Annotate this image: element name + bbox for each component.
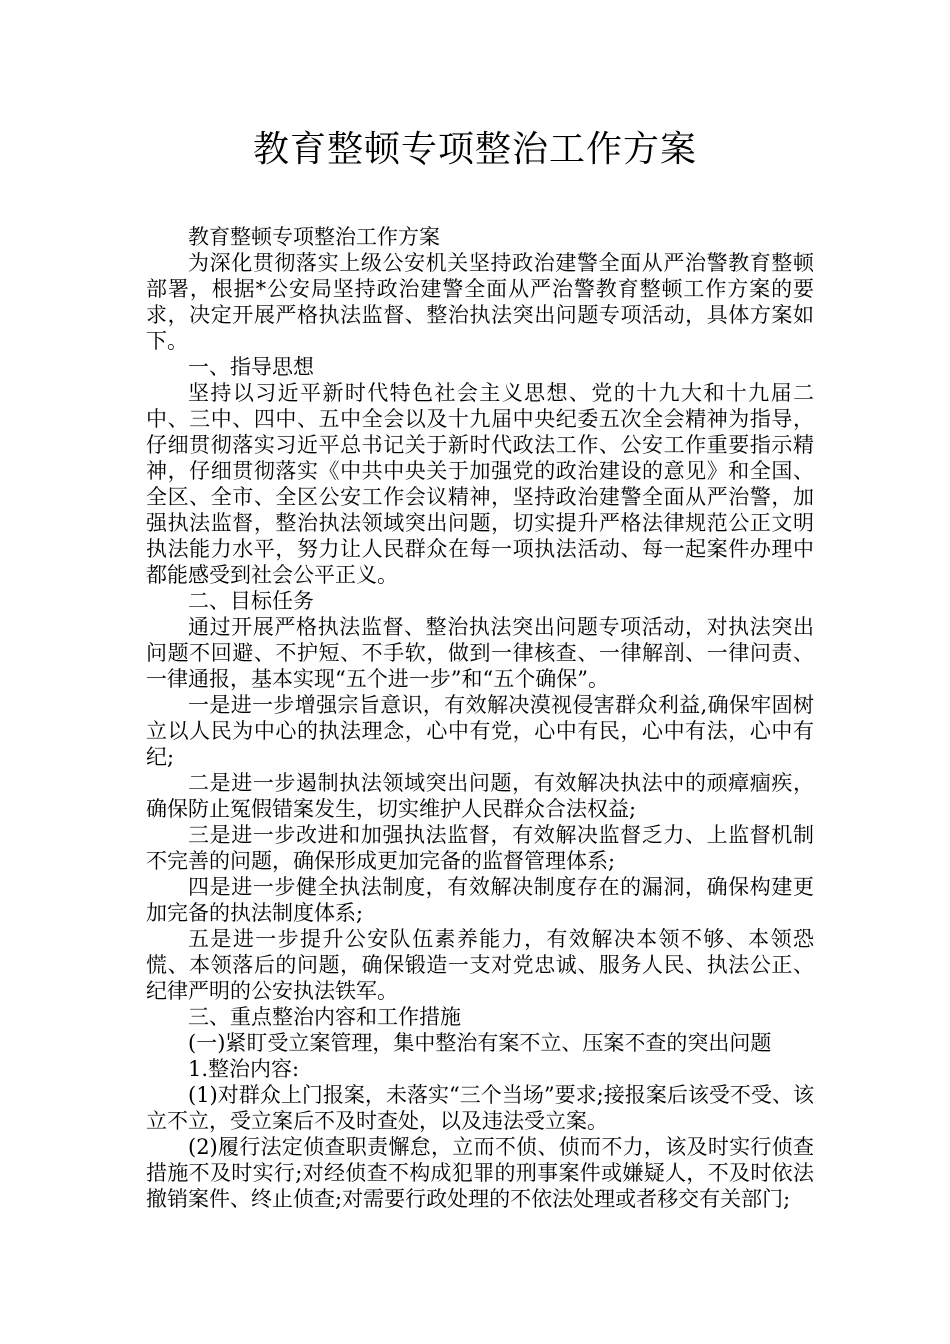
item-heading-content: 1.整治内容:: [188, 1057, 300, 1081]
paragraph-goal-2: 二是进一步遏制执法领域突出问题，有效解决执法中的顽瘴痼疾，确保防止冤假错案发生，切实维护人民群众合法权益;: [146, 771, 814, 821]
section-heading-guiding-ideology: 一、指导思想: [188, 355, 314, 379]
section-heading-goals: 二、目标任务: [188, 589, 314, 613]
paragraph-goals: 通过开展严格执法监督、整治执法突出问题专项活动，对执法突出问题不回避、不护短、不手软，做到一律核查、一律解剖、一律问责、一律通报，基本实现“五个进一步”和“五个确保”。: [146, 615, 814, 691]
paragraph-goal-3: 三是进一步改进和加强执法监督，有效解决监督乏力、上监督机制不完善的问题，确保形成更加完备的监督管理体系;: [146, 823, 814, 873]
list-item-2: (2)履行法定侦查职责懈怠，立而不侦、侦而不力，该及时实行侦查措施不及时实行;对经侦查不构成犯罪的刑事案件或嫌疑人，不及时依法撤销案件、终止侦查;对需要行政处理的不依法处理或者移交有关部门;: [146, 1135, 814, 1211]
paragraph-guiding-ideology: 坚持以习近平新时代特色社会主义思想、党的十九大和十九届二中、三中、四中、五中全会以及十九届中央纪委五次全会精神为指导，仔细贯彻落实习近平总书记关于新时代政法工作、公安工作重要指示精神，仔细贯彻落实《中共中央关于加强党的政治建设的意见》和全国、全区、全市、全区公安工作会议精神，坚持政治建警全面从严治警，加强执法监督，整治执法领域突出问题，切实提升严格法律规范公正文明执法能力水平，努力让人民群众在每一项执法活动、每一起案件办理中都能感受到社会公平正义。: [146, 381, 814, 587]
paragraph-subtitle: 教育整顿专项整治工作方案: [188, 225, 440, 249]
section-heading-measures: 三、重点整治内容和工作措施: [188, 1005, 461, 1029]
document-body: [146, 224, 814, 1212]
document-title: 教育整顿专项整治工作方案: [252, 129, 697, 170]
subsection-heading-1: (一)紧盯受立案管理，集中整治有案不立、压案不查的突出问题: [188, 1031, 772, 1055]
paragraph-intro: 为深化贯彻落实上级公安机关坚持政治建警全面从严治警教育整顿部署，根据*公安局坚持政治建警全面从严治警教育整顿工作方案的要求，决定开展严格执法监督、整治执法突出问题专项活动，具体方案如下。: [146, 251, 814, 353]
paragraph-goal-1: 一是进一步增强宗旨意识，有效解决漠视侵害群众利益,确保牢固树立以人民为中心的执法理念，心中有党，心中有民，心中有法，心中有纪;: [146, 693, 814, 769]
list-item-1: (1)对群众上门报案，未落实“三个当场”要求;接报案后该受不受、该立不立，受立案后不及时查处，以及违法受立案。: [146, 1083, 814, 1133]
paragraph-goal-4: 四是进一步健全执法制度，有效解决制度存在的漏洞，确保构建更加完备的执法制度体系;: [146, 875, 814, 925]
paragraph-goal-5: 五是进一步提升公安队伍素养能力，有效解决本领不够、本领恐慌、本领落后的问题，确保锻造一支对党忠诚、服务人民、执法公正、纪律严明的公安执法铁军。: [146, 927, 814, 1003]
